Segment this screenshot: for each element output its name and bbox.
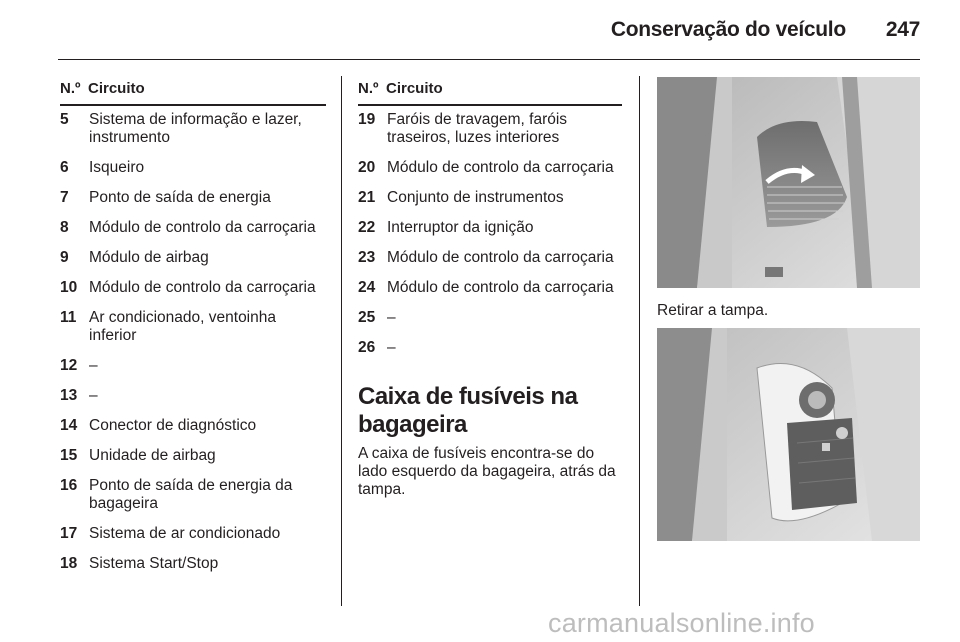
page-title: Conservação do veículo <box>610 18 846 41</box>
circuit-name: Módulo de controlo da carroçaria <box>89 279 316 296</box>
table-row <box>358 189 622 207</box>
fuse-table-right <box>358 80 622 499</box>
table-row <box>60 477 326 513</box>
section-body: A caixa de fusíveis encontra-se do lado esquerdo da bagageira, atrás da tampa. <box>358 445 616 498</box>
circuit-name: Unidade de airbag <box>89 447 216 464</box>
fuse-number: 24 <box>358 279 376 296</box>
table-header <box>358 80 622 106</box>
table-header <box>60 80 326 106</box>
circuit-name: Isqueiro <box>89 159 145 176</box>
table-row <box>358 249 622 267</box>
fuse-number: 11 <box>60 309 77 326</box>
header-circuit: Circuito <box>386 80 443 97</box>
circuit-name: Módulo de controlo da carroçaria <box>387 159 614 176</box>
fuse-number: 9 <box>60 249 69 266</box>
fuse-number: 8 <box>60 219 69 236</box>
fuse-number: 15 <box>60 447 78 464</box>
page-number: 247 <box>885 18 920 41</box>
circuit-name: Interruptor da ignição <box>387 219 534 236</box>
table-row <box>358 159 622 177</box>
circuit-name: Sistema Start/Stop <box>89 555 219 572</box>
fuse-number: 6 <box>60 159 69 176</box>
circuit-name: Módulo de controlo da carroçaria <box>387 249 614 266</box>
watermark: carmanualsonline.info <box>548 608 815 638</box>
table-rows <box>60 111 326 573</box>
header-num: N.º <box>60 80 81 97</box>
table-row <box>358 111 622 147</box>
fuse-number: 22 <box>358 219 376 236</box>
table-row <box>60 525 326 543</box>
column-divider <box>341 76 342 606</box>
image-caption: Retirar a tampa. <box>657 302 769 319</box>
table-row <box>358 279 622 297</box>
table-row <box>60 387 326 405</box>
table-row <box>60 111 326 147</box>
fuse-box-photo <box>657 328 920 541</box>
table-row <box>60 417 326 435</box>
fuse-number: 21 <box>358 189 376 206</box>
circuit-name: Faróis de travagem, faróis traseiros, luzes interiores <box>387 111 568 146</box>
table-row <box>358 339 622 357</box>
fuse-number: 19 <box>358 111 376 128</box>
table-row <box>60 309 326 345</box>
fuse-number: 26 <box>358 339 376 356</box>
fuse-number: 7 <box>60 189 69 206</box>
table-row <box>60 159 326 177</box>
table-row <box>60 189 326 207</box>
fuse-number: 20 <box>358 159 376 176</box>
table-row <box>60 447 326 465</box>
circuit-name: – <box>387 339 396 356</box>
page-header <box>611 18 920 42</box>
header-circuit: Circuito <box>88 80 145 97</box>
circuit-name: Módulo de airbag <box>89 249 209 266</box>
circuit-name: – <box>387 309 396 326</box>
trunk-cover-photo <box>657 77 920 288</box>
circuit-name: Módulo de controlo da carroçaria <box>387 279 614 296</box>
section-title: Caixa de fusíveis na bagageira <box>358 383 578 438</box>
table-row <box>358 219 622 237</box>
fuse-number: 10 <box>60 279 78 296</box>
circuit-name: Módulo de controlo da carroçaria <box>89 219 316 236</box>
table-row <box>60 279 326 297</box>
table-rows <box>358 111 622 357</box>
circuit-name: Ponto de saída de energia <box>89 189 271 206</box>
circuit-name: – <box>89 387 98 404</box>
circuit-name: – <box>89 357 98 374</box>
header-divider <box>58 59 920 60</box>
circuit-name: Sistema de ar condicionado <box>89 525 281 542</box>
circuit-name: Sistema de informação e lazer, instrumento <box>89 111 302 146</box>
fuse-number: 17 <box>60 525 78 542</box>
fuse-number: 25 <box>358 309 376 326</box>
fuse-number: 14 <box>60 417 78 434</box>
table-row <box>60 555 326 573</box>
table-row <box>60 357 326 375</box>
fuse-number: 18 <box>60 555 78 572</box>
fuse-table-left <box>60 80 326 585</box>
fuse-number: 12 <box>60 357 78 374</box>
fuse-number: 16 <box>60 477 78 494</box>
table-row <box>358 309 622 327</box>
table-row <box>60 219 326 237</box>
circuit-name: Conjunto de instrumentos <box>387 189 564 206</box>
table-row <box>60 249 326 267</box>
column-divider <box>639 76 640 606</box>
fuse-number: 13 <box>60 387 78 404</box>
circuit-name: Conector de diagnóstico <box>89 417 257 434</box>
circuit-name: Ponto de saída de energia da bagageira <box>89 477 293 512</box>
fuse-number: 23 <box>358 249 376 266</box>
circuit-name: Ar condicionado, ventoinha inferior <box>89 309 276 344</box>
fuse-number: 5 <box>60 111 69 128</box>
header-num: N.º <box>358 80 379 97</box>
